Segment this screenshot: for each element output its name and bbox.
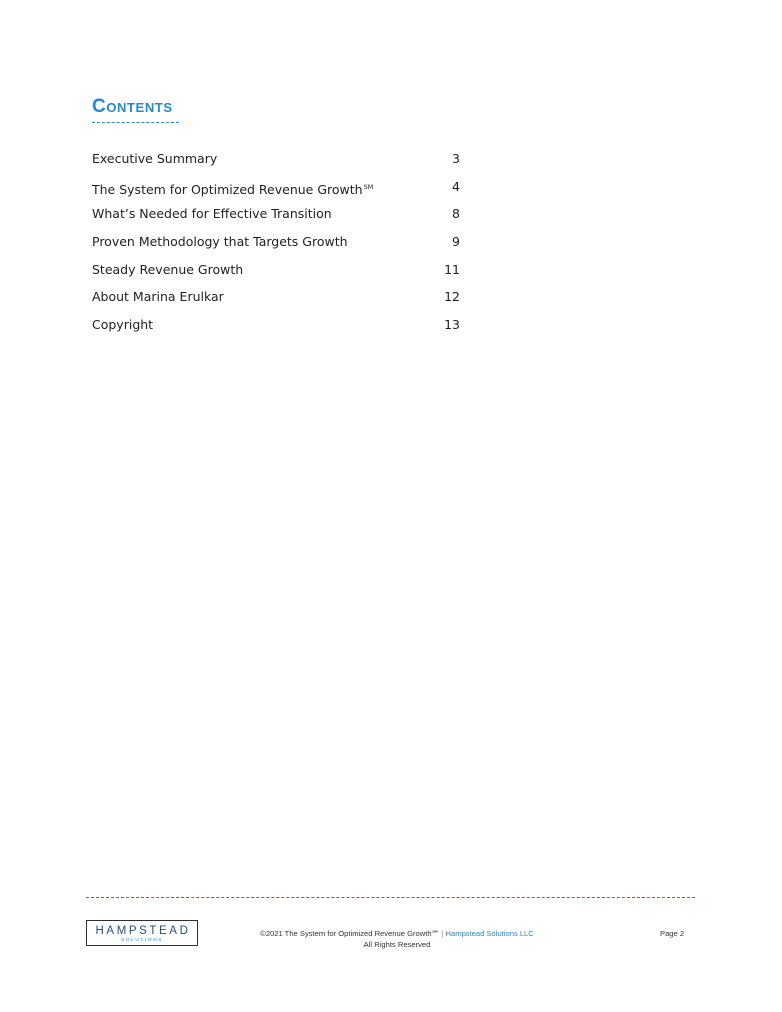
toc-item-page: 11 xyxy=(444,261,460,277)
toc-item-proven-methodology[interactable] xyxy=(92,233,462,261)
toc-item-executive-summary[interactable] xyxy=(92,150,462,178)
toc-item-page: 3 xyxy=(452,151,460,166)
footer-divider xyxy=(86,897,695,898)
toc-item-title: About Marina Erulkar xyxy=(92,289,224,305)
toc-item-system-for-optimized-revenue-growth[interactable] xyxy=(92,178,462,206)
footer-company-name: Hampstead Solutions LLC xyxy=(445,929,534,938)
footer-copyright-line xyxy=(230,928,564,939)
toc-item-effective-transition[interactable] xyxy=(92,205,462,233)
toc-item-title xyxy=(92,178,373,199)
footer-copyright: ©2021 The System for Optimized Revenue Growth℠ xyxy=(260,929,440,938)
logo-wordmark: HAMPSTEAD xyxy=(95,925,191,937)
company-logo xyxy=(86,920,198,946)
footer-page-number: Page 2 xyxy=(660,929,685,938)
logo-subtitle: SOLUTIONS xyxy=(120,938,164,943)
toc-item-title-text: The System for Optimized Revenue Growth xyxy=(92,181,363,197)
footer-copyright-block xyxy=(230,928,564,950)
table-of-contents xyxy=(92,150,462,344)
toc-item-page: 13 xyxy=(444,317,460,333)
toc-item-title: Executive Summary xyxy=(92,151,218,166)
footer-rights: All Rights Reserved xyxy=(363,940,431,949)
toc-item-page: 4 xyxy=(452,178,460,194)
service-mark: SM xyxy=(363,182,374,191)
toc-item-about-marina-erulkar[interactable] xyxy=(92,288,462,316)
toc-item-page: 9 xyxy=(452,234,460,250)
toc-item-copyright[interactable] xyxy=(92,316,462,344)
contents-heading: Contents xyxy=(92,96,173,117)
toc-item-title: What’s Needed for Effective Transition xyxy=(92,206,332,222)
toc-item-steady-revenue-growth[interactable] xyxy=(92,261,462,289)
toc-item-title: Steady Revenue Growth xyxy=(92,261,244,277)
toc-item-page: 8 xyxy=(452,206,460,222)
footer-separator: | xyxy=(441,929,444,938)
toc-item-title: Copyright xyxy=(92,317,154,333)
toc-item-page: 12 xyxy=(444,289,460,305)
heading-underline xyxy=(92,122,179,123)
toc-item-title: Proven Methodology that Targets Growth xyxy=(92,234,348,250)
